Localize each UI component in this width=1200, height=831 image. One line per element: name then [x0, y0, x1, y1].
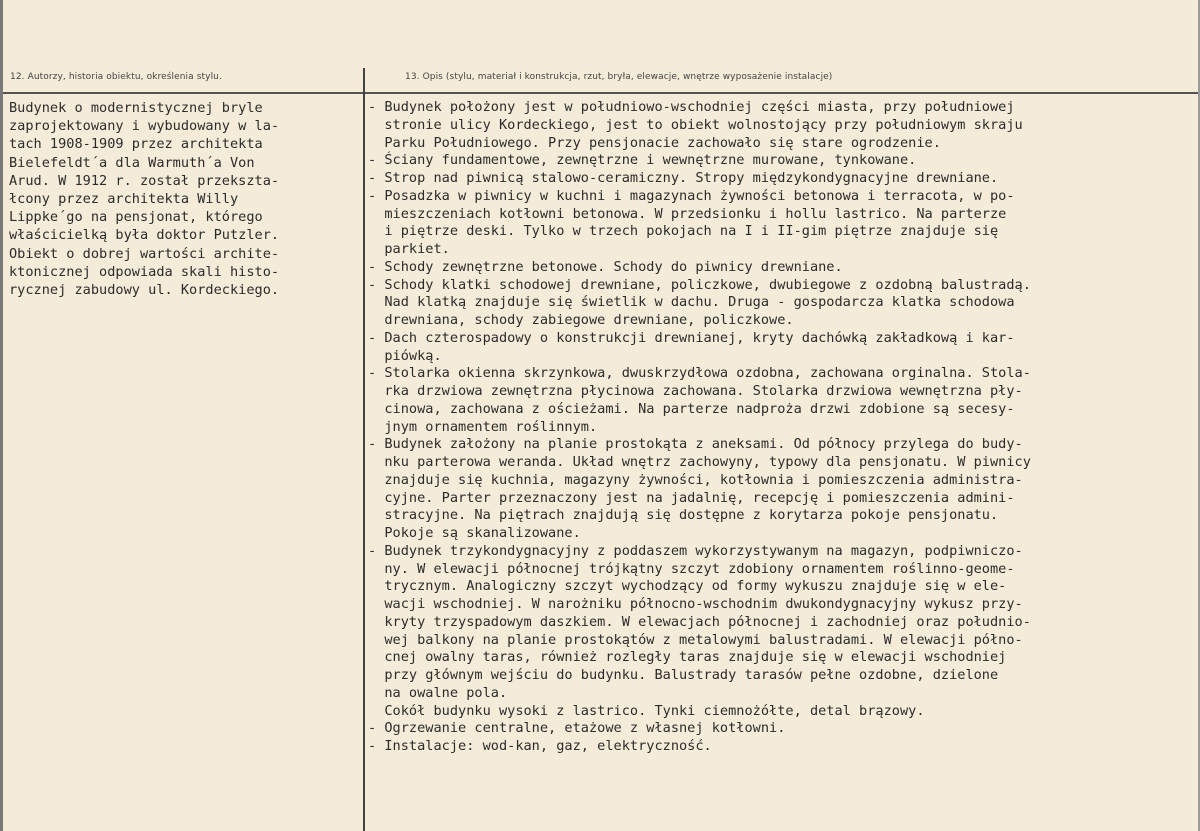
right-text-line: - Dach czterospadowy o konstrukcji drewnianej, kryty dachówką zakładkową i kar- [368, 329, 1015, 346]
right-text-line: - Budynek trzykondygnacyjny z poddaszem wykorzystywanym na magazyn, podpiwniczo- [368, 542, 1023, 559]
right-text-line: drewniana, schody zabiegowe drewniane, policzkowe. [368, 312, 794, 328]
left-text-line: właścicielką była doktor Putzler. [9, 227, 280, 244]
right-text-line: Nad klatką znajduje się świetlik w dachu. Druga - gospodarcza klatka schodowa [368, 294, 1015, 311]
right-text-line: - Schody klatki schodowej drewniane, policzkowe, dwubiegowe z ozdobną balustradą. [368, 276, 1031, 293]
right-text-line: - Budynek założony na planie prostokąta z aneksami. Od północy przylega do budy- [368, 436, 1023, 453]
right-text-line: wej balkony na planie prostokątów z metalowymi balustradami. W elewacji półno- [368, 631, 1023, 648]
right-text-line: - Stolarka okienna skrzynkowa, dwuskrzydłowa ozdobna, zachowana orginalna. Stola- [368, 365, 1031, 382]
right-text-line: - Strop nad piwnicą stalowo-ceramiczny. Stropy międzykondygnacyjne drewniane. [368, 170, 999, 186]
left-text-line: ktonicznej odpowiada skali histo- [9, 263, 280, 280]
right-text-line: wacji wschodniej. W narożniku północno-wschodnim dwukondygnacyjny wykusz przy- [368, 596, 1023, 612]
left-text-line: rycznej zabudowy ul. Kordeckiego. [9, 281, 280, 298]
right-text-line: Cokół budynku wysoki z lastrico. Tynki ciemnożółte, detal brązowy. [368, 702, 925, 719]
left-text-line: zaprojektowany i wybudowany w la- [9, 118, 280, 135]
right-text-line: cinowa, zachowana z ościeżami. Na parterze nadproża drzwi zdobione są secesy- [368, 400, 1015, 417]
right-text-line: - Ogrzewanie centralne, etażowe z własnej kotłowni. [368, 720, 786, 737]
right-text-line: na owalne pola. [368, 684, 508, 701]
right-text-line: cyjne. Parter przeznaczony jest na jadalnię, recepcję i pomieszczenia admini- [368, 489, 1015, 506]
right-text-line: kryty trzyspadowym daszkiem. W elewacjach północnej i zachodniej oraz południo- [368, 613, 1031, 630]
section-13-header: 13. Opis (stylu, materiał i konstrukcja, rzut, bryła, elewacje, wnętrze wyposażenie instalacje) [405, 72, 833, 82]
right-text-line: znajduje się kuchnia, magazyny żywności, kotłownia i pomieszczenia administra- [368, 471, 1023, 488]
right-text-line: i piętrze deski. Tylko w trzech pokojach na I i II-gim piętrze znajduje się [368, 223, 999, 240]
left-text-line: tach 1908-1909 przez architekta [9, 136, 263, 153]
right-text-line: mieszczeniach kotłowni betonowa. W przedsionku i hollu lastrico. Na parterze [368, 205, 1007, 222]
section-12-header: 12. Autorzy, historia obiektu, określenia stylu. [10, 72, 222, 82]
left-text-line: Bielefeldt´a dla Warmuth´a Von [9, 154, 255, 171]
right-text-line: - Schody zewnętrzne betonowe. Schody do piwnicy drewniane. [368, 258, 843, 275]
right-text-line: - Instalacje: wod-kan, gaz, elektryczność. [368, 738, 712, 754]
description-text [368, 99, 1194, 756]
right-text-line: Pokoje są skanalizowane. [368, 525, 581, 541]
left-text-line: Arud. W 1912 r. został przekszta- [9, 172, 280, 189]
right-text-line: - Ściany fundamentowe, zewnętrzne i wewnętrzne murowane, tynkowane. [368, 152, 917, 169]
left-text-line: Lippke´go na pensjonat, którego [9, 209, 263, 226]
right-text-line: - Posadzka w piwnicy w kuchni i magazynach żywności betonowa i terracota, w po- [368, 187, 1015, 204]
header-divider [3, 92, 1198, 94]
card-left-edge [0, 0, 3, 831]
right-text-line: parkiet. [368, 241, 450, 257]
right-text-line: jnym ornamentem roślinnym. [368, 418, 598, 435]
right-text-line: Parku Południowego. Przy pensjonacie zachowało się stare ogrodzenie. [368, 134, 941, 151]
right-text-line: cnej owalny taras, również rozległy taras znajduje się w elewacji wschodniej [368, 649, 1007, 666]
right-text-line: trycznym. Analogiczny szczyt wychodzący od formy wykuszu znajduje się w ele- [368, 578, 1007, 595]
right-text-line: nku parterowa weranda. Układ wnętrz zachowyny, typowy dla pensjonatu. W piwnicy [368, 454, 1031, 470]
left-text-line: łcony przez architekta Willy [9, 190, 239, 207]
right-text-line: przy głównym wejściu do budynku. Balustrady tarasów pełne ozdobne, dzielone [368, 667, 999, 683]
right-text-line: stracyjne. Na piętrach znajdują się dostępne z korytarza pokoje pensjonatu. [368, 507, 999, 524]
left-text-line: Obiekt o dobrej wartości archite- [9, 245, 280, 262]
right-text-line: piówką. [368, 347, 442, 364]
right-text-line: - Budynek położony jest w południowo-wschodniej części miasta, przy południowej [368, 99, 1015, 115]
column-divider [363, 68, 365, 831]
right-text-line: rka drzwiowa zewnętrzna płycinowa zachowana. Stolarka drzwiowa wewnętrzna pły- [368, 383, 1023, 399]
right-text-line: ny. W elewacji północnej trójkątny szczyt zdobiony ornamentem roślinno-geome- [368, 560, 1015, 577]
left-text-line: Budynek o modernistycznej bryle [9, 100, 263, 116]
authors-history-text [9, 99, 359, 299]
right-text-line: stronie ulicy Kordeckiego, jest to obiekt wolnostojący przy południowym skraju [368, 116, 1023, 133]
